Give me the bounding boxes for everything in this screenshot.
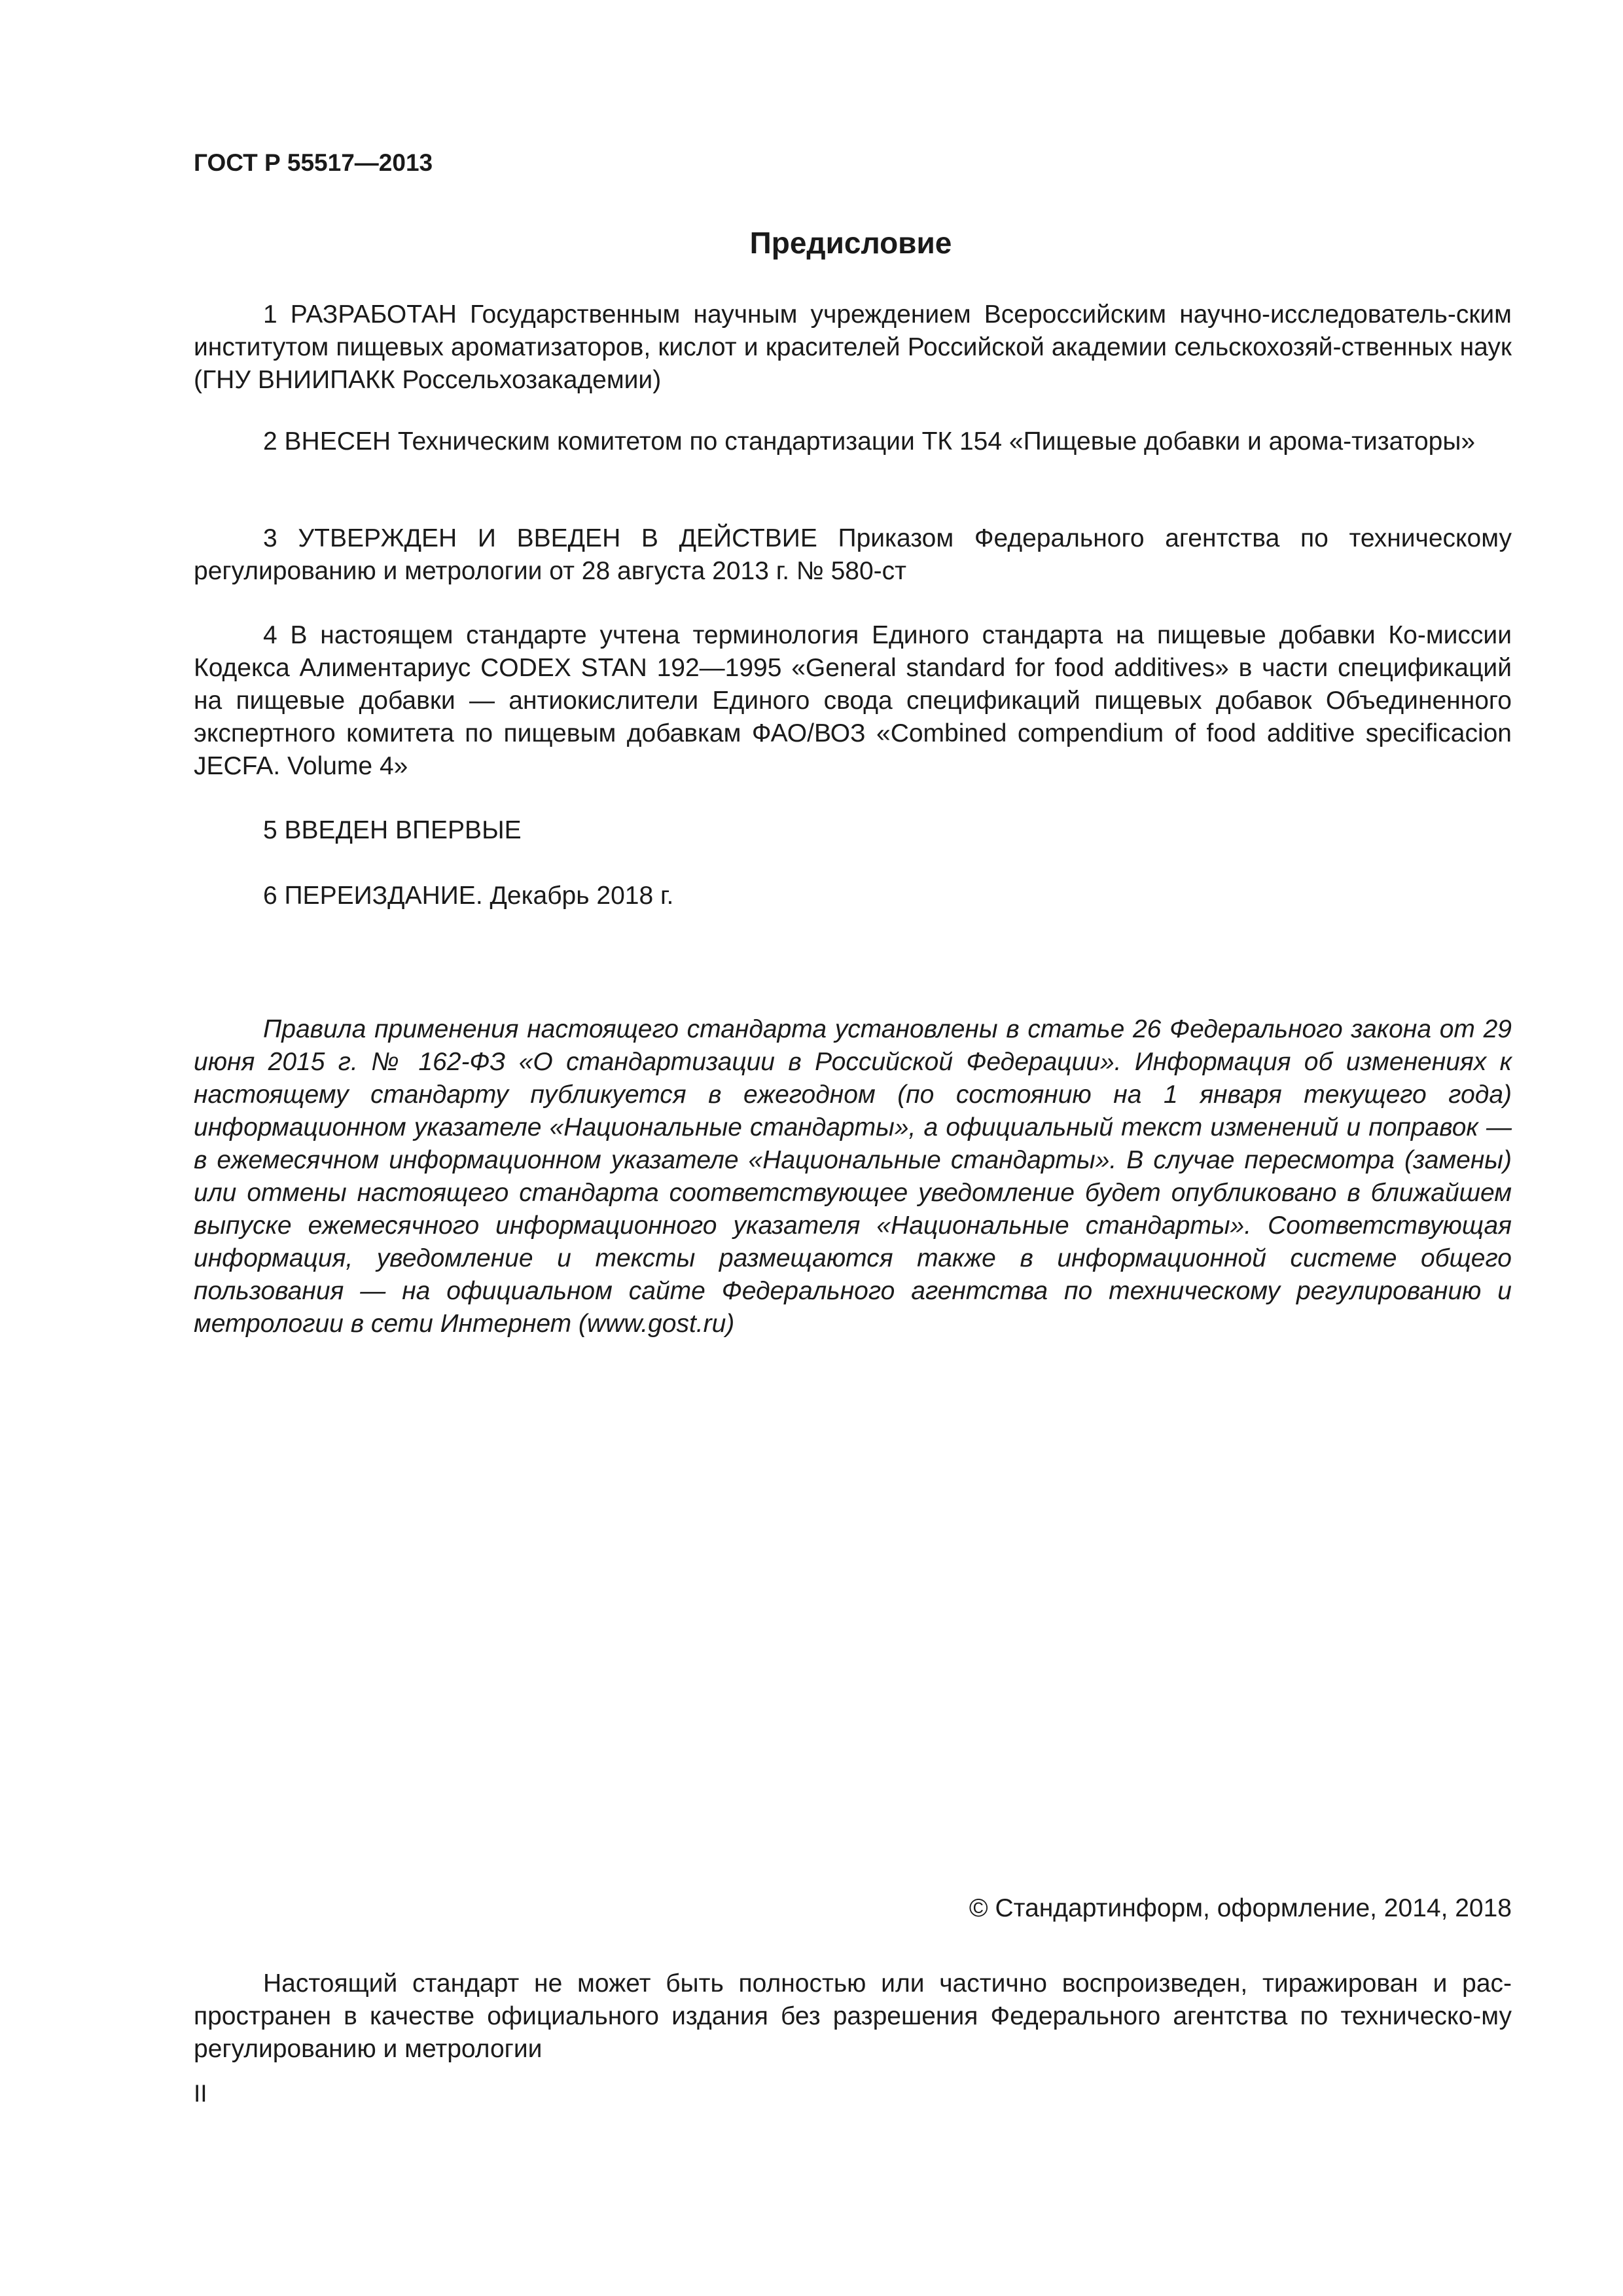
foreword-item-2: 2 ВНЕСЕН Техническим комитетом по стандартизации ТК 154 «Пищевые добавки и арома-тизаторы» [263,427,1476,456]
document-header: ГОСТ Р 55517—2013 [194,149,433,176]
foreword-item-1: 1 РАЗРАБОТАН Государственным научным учреждением Всероссийским научно-исследователь-ским институтом пищевых ароматизаторов, кислот и красителей Российской академии сельскохозяй-ственных наук (ГНУ ВНИИПАКК Россельхозакадемии) [194,300,1512,394]
reproduction-notice: Настоящий стандарт не может быть полностью или частично воспроизведен, тиражирован и рас-пространен в качестве официального издания без разрешения Федерального агентства по техническо-му регулированию и метрологии [194,1969,1512,2063]
foreword-item-6: 6 ПЕРЕИЗДАНИЕ. Декабрь 2018 г. [263,882,674,910]
foreword-item-5: 5 ВВЕДЕН ВПЕРВЫЕ [263,816,522,844]
page-title: Предисловие [749,226,952,260]
foreword-item-3: 3 УТВЕРЖДЕН И ВВЕДЕН В ДЕЙСТВИЕ Приказом Федерального агентства по техническому регулированию и метрологии от 28 августа 2013 г. № 580-ст [194,524,1512,585]
foreword-item-4: 4 В настоящем стандарте учтена терминология Единого стандарта на пищевые добавки Ко-миссии Кодекса Алиментариус CODEX STAN 192—1995 «General standard for food additives» в части спецификаций на пищевые добавки — антиокислители Единого свода спецификаций пищевых добавок Объединенного экспертного комитета по пищевым добавкам ФАО/ВОЗ «Combined compendium of food additive specificacion JECFA. Volume 4» [194,621,1512,780]
application-rules-notice: Правила применения настоящего стандарта установлены в статье 26 Федерального закона от 29 июня 2015 г. № 162-ФЗ «О стандартизации в Российской Федерации». Информация об изменениях к настоящему стандарту публикуется в ежегодном (по состоянию на 1 января текущего года) информационном указателе «Национальные стандарты», а официальный текст изменений и поправок — в ежемесячном информационном указателе «Национальные стандарты». В случае пересмотра (замены) или отмены настоящего стандарта соответствующее уведомление будет опубликовано в ближайшем выпуске ежемесячного информационного указателя «Национальные стандарты». Соответствующая информация, уведомление и тексты размещаются также в информационной системе общего пользования — на официальном сайте Федерального агентства по техническому регулированию и метрологии в сети Интернет (www.gost.ru) [194,1015,1512,1338]
copyright-line: © Стандартинформ, оформление, 2014, 2018 [969,1894,1512,1922]
page-number: II [194,2080,207,2107]
